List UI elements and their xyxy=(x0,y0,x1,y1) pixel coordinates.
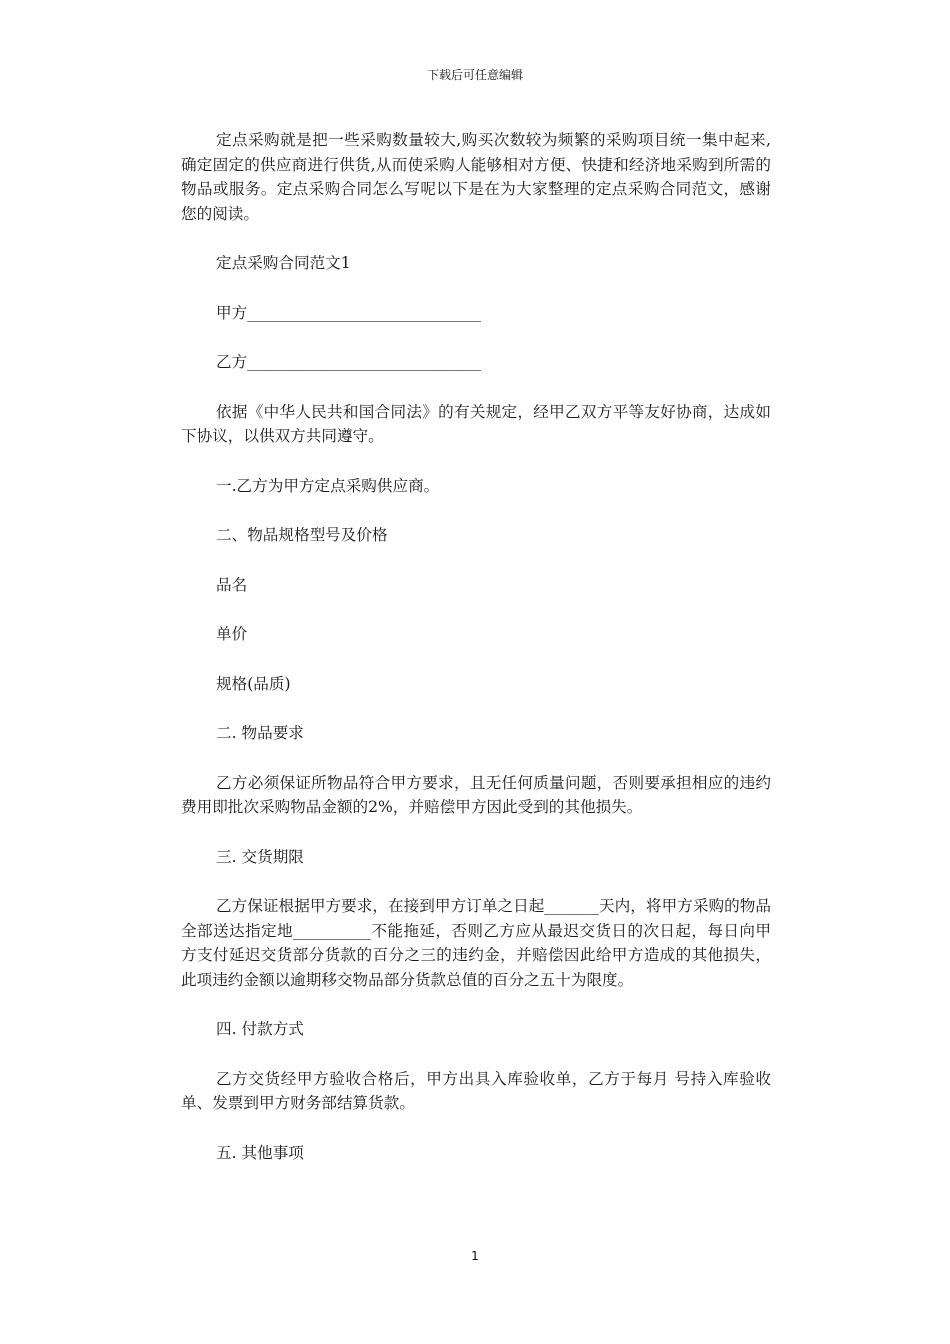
agreement-basis-paragraph: 依据《中华人民共和国合同法》的有关规定，经甲乙双方平等友好协商，达成如下协议，以供双方共同遵守。 xyxy=(181,402,771,445)
document-body xyxy=(181,128,771,1165)
section-1-heading: 一.乙方为甲方定点采购供应商。 xyxy=(216,476,440,495)
item-name-label: 品名 xyxy=(216,575,248,594)
delivery-paragraph: 乙方保证根据甲方要求，在接到甲方订单之日起_______天内，将甲方采购的物品全部送达指定地__________不能拖延，否则乙方应从最迟交货日的次日起，每日向甲方支付延迟交货部分货款的百分之三的违约金，并赔偿因此给甲方造成的其他损失，此项违约金额以逾期移交物品部分货款总值的百分之五十为限度。 xyxy=(181,897,771,989)
specification-label: 规格(品质) xyxy=(216,674,291,693)
page-header: 下载后可任意编辑 xyxy=(426,68,523,82)
other-matters-heading: 五. 其他事项 xyxy=(216,1143,304,1162)
party-a-line: 甲方______________________________ xyxy=(216,303,482,322)
requirements-heading: 二. 物品要求 xyxy=(216,724,304,742)
party-b-line: 乙方______________________________ xyxy=(216,353,482,371)
payment-heading: 四. 付款方式 xyxy=(216,1020,304,1038)
contract-title: 定点采购合同范文1 xyxy=(216,254,351,272)
intro-paragraph: 定点采购就是把一些采购数量较大,购买次数较为频繁的采购项目统一集中起来,确定固定的供应商进行供货,从而使采购人能够相对方便、快捷和经济地采购到所需的物品或服务。定点采购合同怎么写呢以下是在为大家整理的定点采购合同范文，感谢您的阅读。 xyxy=(181,131,771,223)
unit-price-label: 单价 xyxy=(216,625,248,643)
delivery-heading: 三. 交货期限 xyxy=(216,847,304,866)
payment-paragraph: 乙方交货经甲方验收合格后，甲方出具入库验收单，乙方于每月 号持入库验收单、发票到甲方财务部结算货款。 xyxy=(181,1069,771,1112)
section-2-heading: 二、物品规格型号及价格 xyxy=(216,526,388,544)
page-number: 1 xyxy=(471,1249,479,1263)
requirements-paragraph: 乙方必须保证所物品符合甲方要求，且无任何质量问题，否则要承担相应的违约费用即批次采购物品金额的2%，并赔偿甲方因此受到的其他损失。 xyxy=(181,773,771,816)
